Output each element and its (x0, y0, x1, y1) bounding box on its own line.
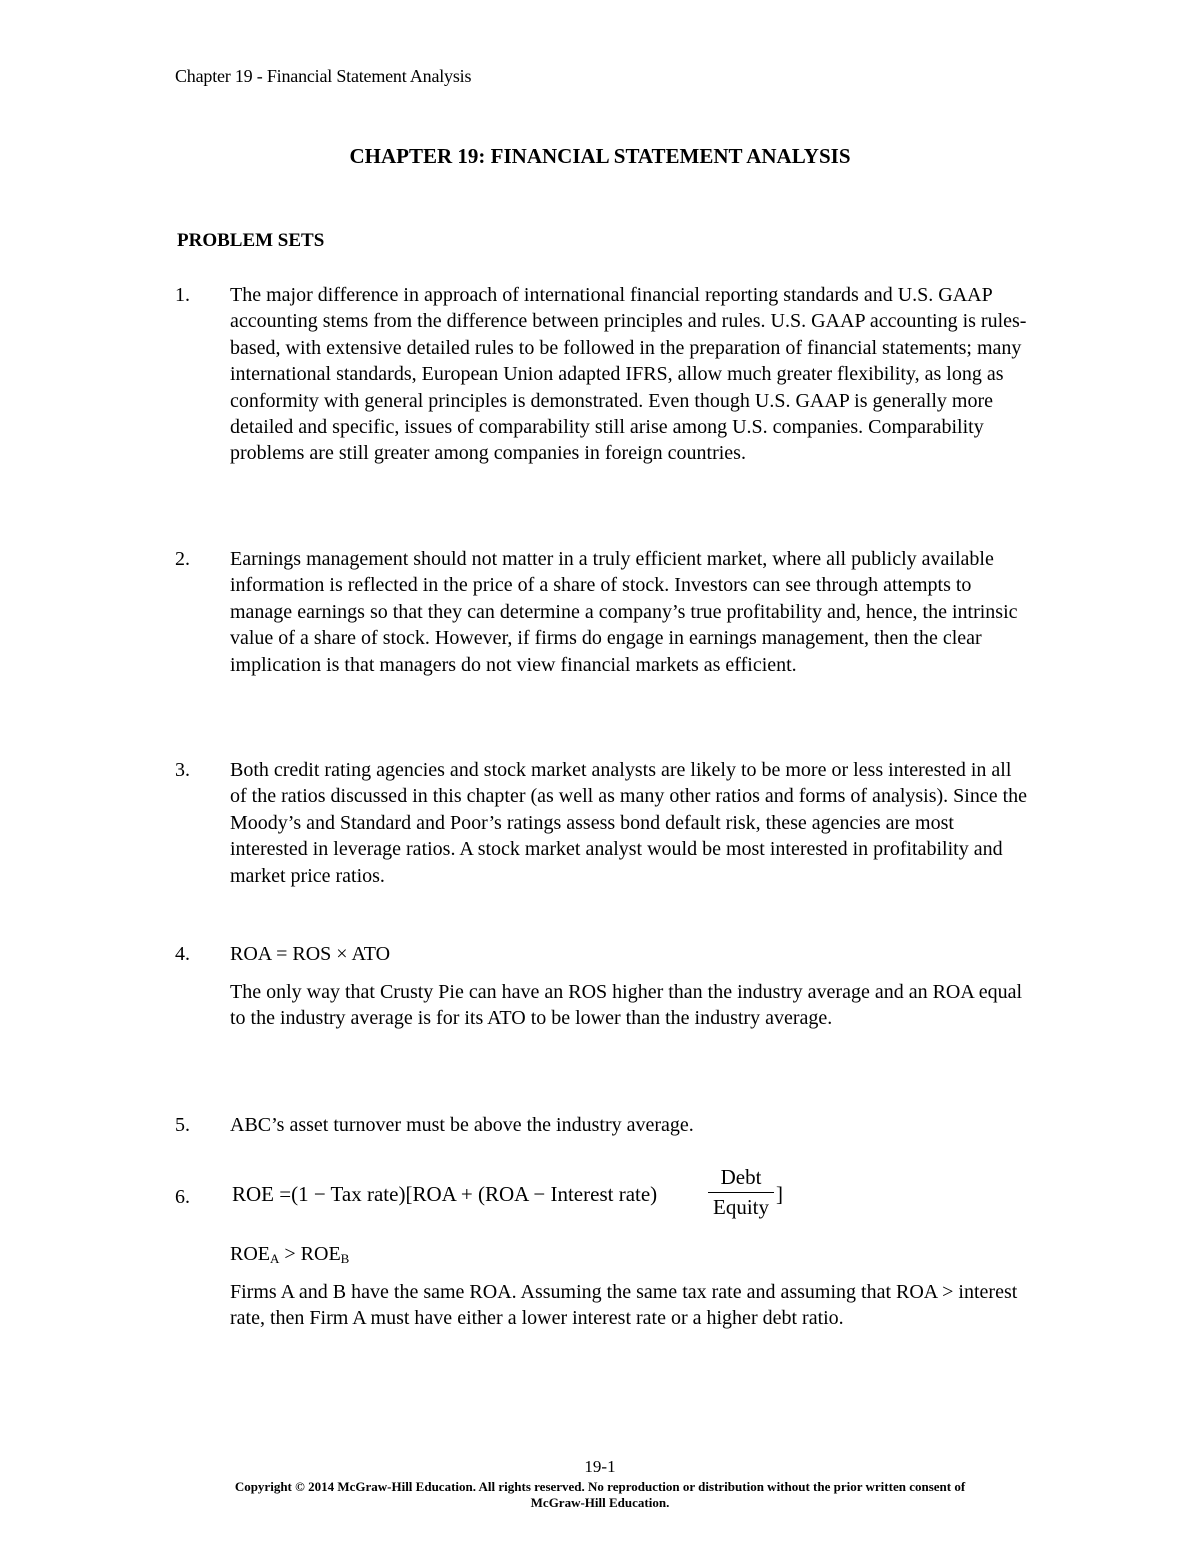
section-heading: PROBLEM SETS (177, 230, 325, 251)
roe-right: ROE (300, 1243, 341, 1265)
copyright-notice (0, 1479, 1200, 1511)
answer-text: The only way that Crusty Pie can have an ROS higher than the industry average and an ROA equal to the industry average is for its ATO to be lower than the industry average. (230, 981, 1023, 1030)
answer-text: ABC’s asset turnover must be above the industry average. (230, 1114, 694, 1136)
fraction-numerator: Debt (720, 1165, 762, 1189)
problem-number: 1. (175, 284, 190, 306)
problem-answer (230, 941, 1030, 1032)
problem-answer (230, 546, 1030, 678)
roe-left: ROE (230, 1243, 270, 1265)
roe-right-subscript: B (340, 1251, 350, 1266)
roe-comparison (230, 1243, 349, 1267)
copyright-line-1: Copyright © 2014 McGraw-Hill Education. All rights reserved. No reproduction or distribution without the prior written consent of (234, 1479, 966, 1494)
chapter-title: CHAPTER 19: FINANCIAL STATEMENT ANALYSIS (349, 144, 851, 168)
roe-left-subscript: A (270, 1251, 280, 1266)
answer-text: Firms A and B have the same ROA. Assuming the same tax rate and assuming that ROA > interest rate, then Firm A must have either a lower interest rate or a higher debt ratio. (230, 1281, 1018, 1330)
fraction-bar (708, 1192, 774, 1193)
equation-lhs: ROE =(1 − Tax rate)[ROA + (ROA − Interest rate) (232, 1182, 658, 1206)
problem-answer (230, 1112, 1030, 1138)
answer-text: The major difference in approach of international financial reporting standards and U.S. GAAP accounting stems from the difference between principles and rules. U.S. GAAP accounting is rules-based, with extensive detailed rules to be followed in the preparation of financial statements; many international standards, European Union adapted IFRS, allow much greater flexibility, as long as conformity with general principles is demonstrated. Even though U.S. GAAP is generally more detailed and specific, issues of comparability still arise among U.S. companies. Comparability problems are still greater among companies in foreign countries. (230, 284, 1027, 465)
comparison-operator: > (279, 1243, 301, 1265)
roa-formula: ROA = ROS × ATO (230, 943, 391, 965)
problem-answer (230, 1279, 1030, 1332)
answer-text: Both credit rating agencies and stock market analysts are likely to be more or less interested in all of the ratios discussed in this chapter (as well as many other ratios and forms of analysis). Since the Moody’s and Standard and Poor’s ratings assess bond default risk, these agencies are most interested in leverage ratios. A stock market analyst would be most interested in profitability and market price ratios. (230, 759, 1028, 887)
copyright-line-2: McGraw-Hill Education. (530, 1495, 670, 1510)
fraction-denominator: Equity (713, 1195, 769, 1219)
running-header: Chapter 19 - Financial Statement Analysis (175, 66, 472, 86)
problem-number: 6. (175, 1186, 190, 1208)
debt-equity-fraction (708, 1165, 774, 1219)
page-number: 19-1 (584, 1457, 616, 1476)
answer-text: Earnings management should not matter in a truly efficient market, where all publicly available information is reflected in the price of a share of stock. Investors can see through attempts to manage earnings so that they can determine a company’s true profitability and, hence, the intrinsic value of a share of stock. However, if firms do engage in earnings management, then the clear implication is that managers do not view financial markets as efficient. (230, 548, 1018, 676)
problem-number: 2. (175, 548, 190, 570)
problem-answer (230, 757, 1030, 889)
problem-number: 3. (175, 759, 190, 781)
problem-number: 4. (175, 943, 190, 965)
problem-answer (230, 282, 1030, 467)
equation-close-bracket: ] (776, 1182, 783, 1206)
problem-number: 5. (175, 1114, 190, 1136)
